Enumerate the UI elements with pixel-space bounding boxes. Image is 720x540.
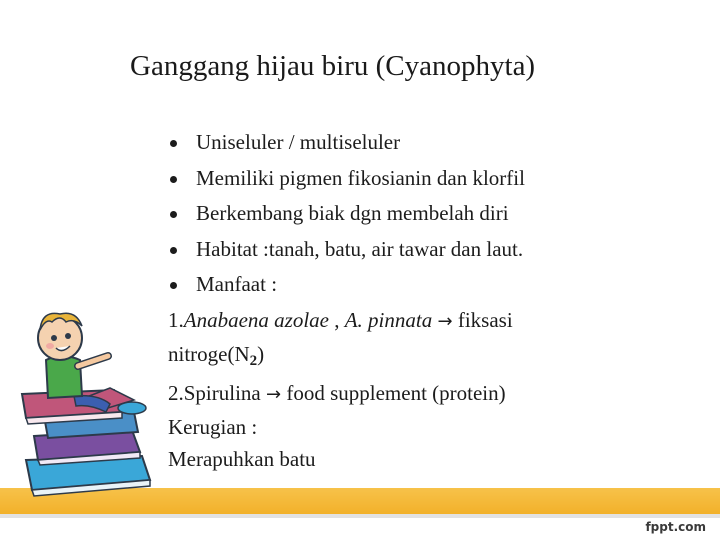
bullet-text: Habitat :tanah, batu, air tawar dan laut. — [196, 236, 524, 261]
subscript: 2 — [249, 352, 258, 369]
bullet-dot-icon — [170, 282, 177, 289]
benefit-text: food supplement (protein) — [281, 380, 506, 405]
boy-reading-on-books-illustration-icon — [14, 300, 174, 500]
benefit-item-2 — [168, 377, 688, 411]
item-number: 1. — [168, 307, 184, 332]
bullet-text: Uniseluler / multiseluler — [196, 130, 401, 154]
bullet-dot-icon — [170, 247, 177, 254]
benefit-list — [168, 304, 688, 475]
bullet-text: Berkembang biak dgn membelah diri — [196, 201, 509, 225]
bullet-list — [168, 126, 688, 304]
bullet-text: Memiliki pigmen fikosianin dan klorfil — [196, 165, 525, 190]
separator: , — [328, 307, 345, 332]
bullet-item — [168, 233, 688, 269]
slide-title: Ganggang hijau biru (Cyanophyta) — [130, 50, 536, 82]
floor-shadow — [0, 514, 720, 518]
bullet-dot-icon — [170, 176, 177, 183]
arrow-right-icon: → — [437, 310, 453, 332]
benefit-text: 2.Spirulina — [168, 380, 266, 405]
fppt-logo: fppt.com — [645, 520, 706, 534]
arrow-right-icon: → — [266, 383, 282, 405]
kerugian-label: Kerugian : — [168, 414, 258, 439]
bullet-item — [168, 162, 688, 198]
slide-content — [168, 126, 688, 475]
bullet-dot-icon — [170, 211, 177, 218]
benefit-text: ) — [257, 341, 265, 366]
species-name: Anabaena azolae — [183, 307, 329, 332]
bullet-dot-icon — [170, 140, 177, 147]
bullet-item — [168, 126, 688, 162]
bullet-text: Manfaat : — [196, 272, 278, 296]
bullet-item — [168, 197, 688, 233]
benefit-item-1-cont — [168, 338, 688, 377]
benefit-item-1 — [168, 304, 688, 338]
benefit-text: nitroge(N — [168, 341, 250, 366]
kerugian-text: Merapuhkan batu — [168, 446, 316, 471]
species-name: A. pinnata — [344, 307, 433, 332]
bullet-item — [168, 268, 688, 304]
benefit-text: fiksasi — [452, 307, 513, 332]
